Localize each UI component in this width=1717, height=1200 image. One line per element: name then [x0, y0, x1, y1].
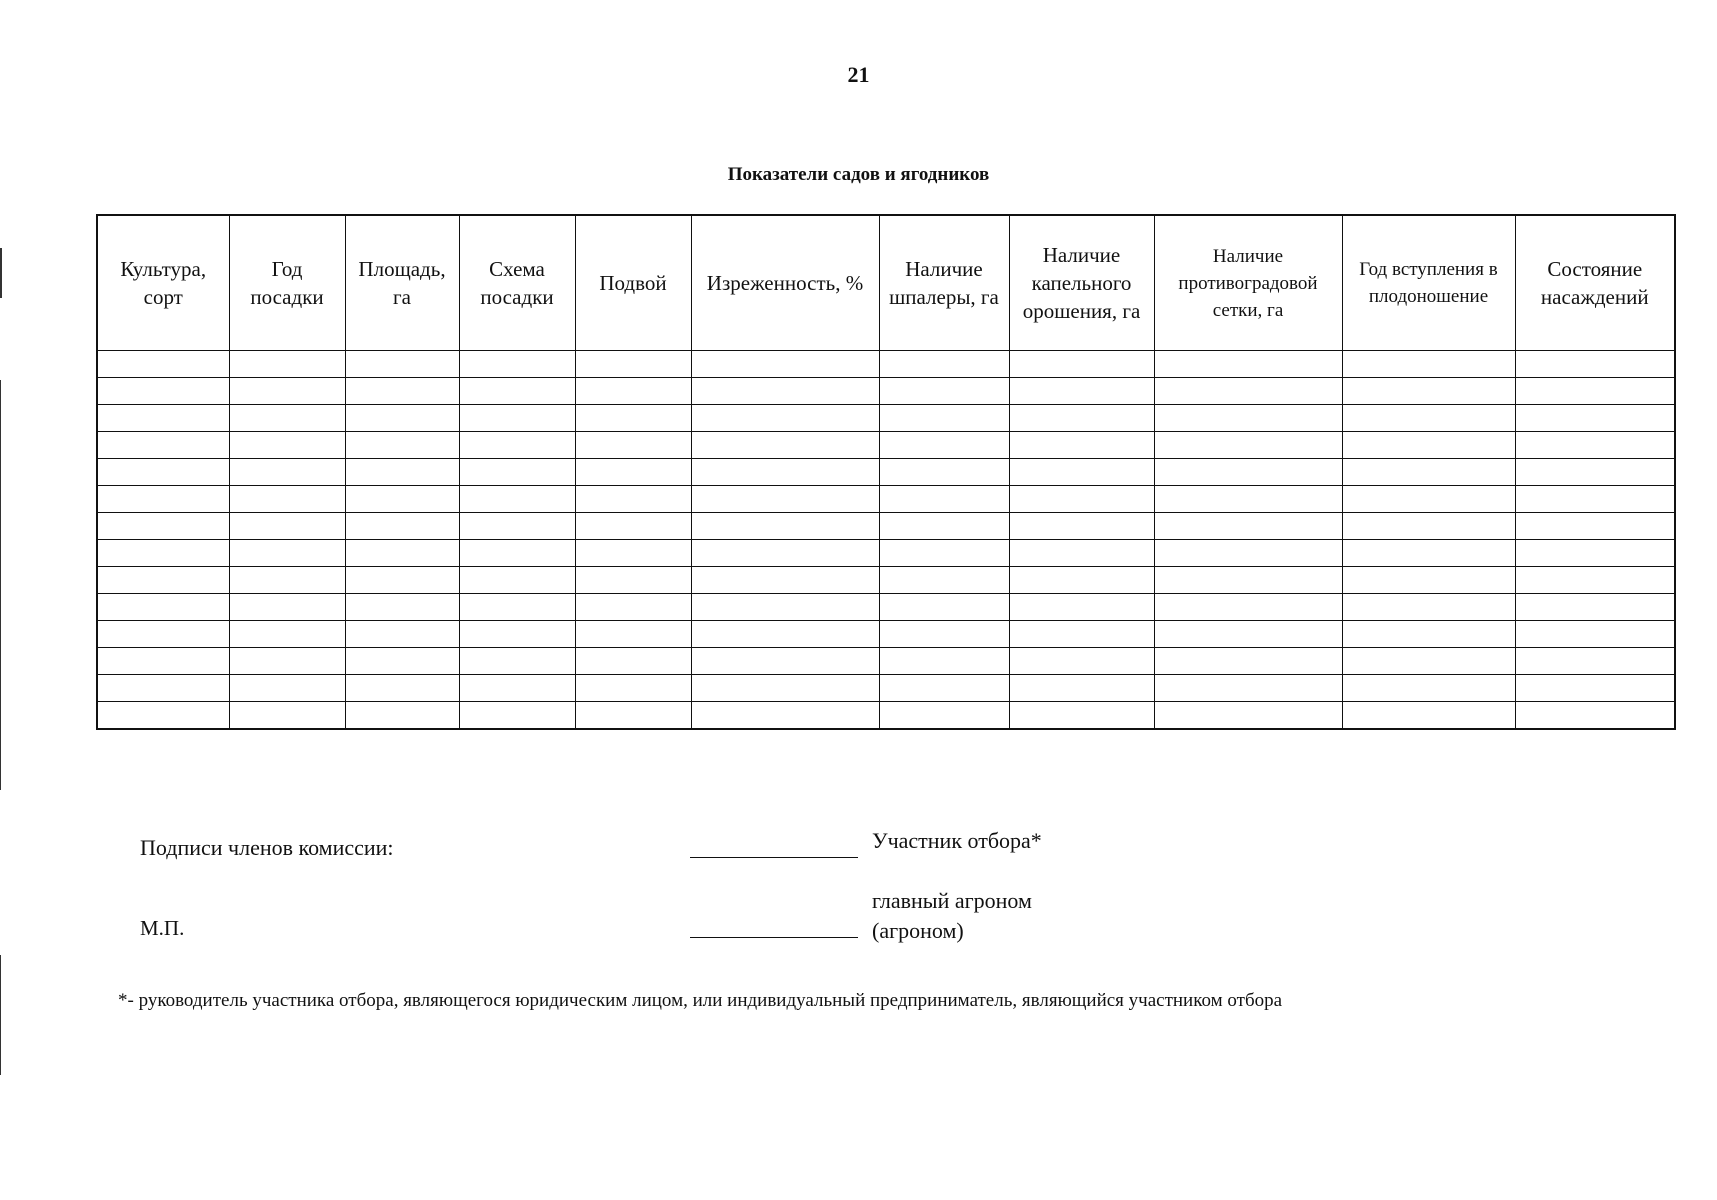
table-cell — [97, 351, 229, 378]
table-cell — [459, 513, 575, 540]
table-cell — [691, 540, 879, 567]
table-cell — [691, 459, 879, 486]
table-cell — [1154, 594, 1342, 621]
table-cell — [575, 351, 691, 378]
column-header: Наличие капельного орошения, га — [1009, 215, 1154, 351]
table-cell — [97, 567, 229, 594]
table-cell — [691, 513, 879, 540]
table-cell — [229, 486, 345, 513]
table-cell — [575, 486, 691, 513]
table-cell — [1342, 594, 1515, 621]
table-body — [97, 351, 1675, 730]
table-cell — [575, 459, 691, 486]
table-cell — [229, 540, 345, 567]
table-row — [97, 432, 1675, 459]
table-cell — [575, 594, 691, 621]
table-cell — [575, 702, 691, 730]
table-cell — [1009, 351, 1154, 378]
table-cell — [1342, 459, 1515, 486]
table-cell — [459, 459, 575, 486]
table-cell — [575, 621, 691, 648]
table-cell — [345, 702, 459, 730]
table-cell — [97, 675, 229, 702]
table-cell — [1515, 405, 1675, 432]
column-header: Площадь, га — [345, 215, 459, 351]
table-cell — [459, 405, 575, 432]
signature-line-participant — [690, 857, 858, 858]
table-cell — [1009, 459, 1154, 486]
table-cell — [459, 432, 575, 459]
table-cell — [229, 675, 345, 702]
table-cell — [691, 594, 879, 621]
table-cell — [459, 567, 575, 594]
table-cell — [879, 621, 1009, 648]
table-cell — [1342, 486, 1515, 513]
table-row — [97, 351, 1675, 378]
column-header: Год вступления в плодоношение — [1342, 215, 1515, 351]
table-cell — [459, 648, 575, 675]
table-cell — [879, 432, 1009, 459]
table-cell — [345, 594, 459, 621]
table-cell — [97, 702, 229, 730]
table-cell — [345, 486, 459, 513]
table-cell — [229, 702, 345, 730]
table-cell — [97, 378, 229, 405]
table-cell — [691, 486, 879, 513]
table-cell — [1154, 648, 1342, 675]
table-cell — [879, 594, 1009, 621]
table-cell — [1009, 567, 1154, 594]
table-cell — [97, 405, 229, 432]
table-row — [97, 621, 1675, 648]
table-cell — [97, 513, 229, 540]
table-cell — [879, 702, 1009, 730]
column-header: Наличие шпалеры, га — [879, 215, 1009, 351]
agronomist-role-line: (агроном) — [872, 918, 964, 943]
table-cell — [229, 351, 345, 378]
table-cell — [97, 486, 229, 513]
table-cell — [459, 594, 575, 621]
column-header: Год посадки — [229, 215, 345, 351]
table-cell — [879, 513, 1009, 540]
table-cell — [1009, 513, 1154, 540]
table-cell — [691, 621, 879, 648]
table-cell — [229, 621, 345, 648]
table-cell — [97, 621, 229, 648]
stamp-label: М.П. — [140, 916, 185, 940]
table-cell — [229, 432, 345, 459]
table-cell — [1009, 648, 1154, 675]
table-cell — [1515, 675, 1675, 702]
table-header-row — [97, 215, 1675, 351]
commission-signatures-label: Подписи членов комиссии: — [140, 835, 394, 860]
table-cell — [1009, 702, 1154, 730]
table-cell — [575, 432, 691, 459]
page-number: 21 — [847, 62, 870, 87]
table-cell — [1515, 378, 1675, 405]
table-cell — [1154, 621, 1342, 648]
table-cell — [575, 405, 691, 432]
table-cell — [1154, 486, 1342, 513]
table-row — [97, 486, 1675, 513]
table-cell — [1009, 540, 1154, 567]
scan-margin-mark — [0, 955, 1, 1075]
column-header: Подвой — [575, 215, 691, 351]
table-cell — [879, 567, 1009, 594]
table-cell — [1154, 567, 1342, 594]
table-cell — [879, 486, 1009, 513]
table-cell — [1154, 378, 1342, 405]
table-cell — [691, 378, 879, 405]
table-cell — [1515, 621, 1675, 648]
table-cell — [1515, 567, 1675, 594]
table-cell — [1515, 702, 1675, 730]
table-cell — [1154, 459, 1342, 486]
column-header: Культура, сорт — [97, 215, 229, 351]
table-cell — [575, 513, 691, 540]
table-cell — [691, 567, 879, 594]
table-cell — [345, 432, 459, 459]
participant-label: Участник отбора* — [872, 828, 1042, 853]
table-cell — [345, 648, 459, 675]
table-cell — [1515, 648, 1675, 675]
table-cell — [1342, 702, 1515, 730]
table-cell — [97, 648, 229, 675]
table-cell — [459, 702, 575, 730]
table-cell — [229, 405, 345, 432]
table-cell — [879, 459, 1009, 486]
table-cell — [1009, 432, 1154, 459]
table-cell — [229, 567, 345, 594]
scan-margin-mark — [0, 380, 1, 790]
table-cell — [229, 648, 345, 675]
table-cell — [345, 405, 459, 432]
table-cell — [97, 459, 229, 486]
table-cell — [345, 513, 459, 540]
table-cell — [97, 594, 229, 621]
table-cell — [229, 459, 345, 486]
table-title: Показатели садов и ягодников — [727, 164, 990, 185]
table-cell — [879, 648, 1009, 675]
table-cell — [575, 540, 691, 567]
table-cell — [575, 567, 691, 594]
table-cell — [1515, 351, 1675, 378]
table-cell — [1154, 513, 1342, 540]
table-cell — [1515, 459, 1675, 486]
table-cell — [1154, 675, 1342, 702]
table-cell — [879, 351, 1009, 378]
table-cell — [691, 648, 879, 675]
table-cell — [345, 675, 459, 702]
table-cell — [229, 513, 345, 540]
table-cell — [1342, 540, 1515, 567]
table-cell — [229, 594, 345, 621]
table-cell — [1342, 432, 1515, 459]
table-cell — [879, 405, 1009, 432]
table-cell — [1515, 540, 1675, 567]
table-cell — [575, 378, 691, 405]
table-cell — [229, 378, 345, 405]
table-cell — [691, 675, 879, 702]
scan-margin-mark — [0, 248, 2, 298]
table-cell — [459, 540, 575, 567]
indicators-table — [96, 214, 1676, 730]
column-header: Схема посадки — [459, 215, 575, 351]
table-cell — [1154, 540, 1342, 567]
table-cell — [1342, 351, 1515, 378]
table-cell — [1009, 405, 1154, 432]
table-cell — [459, 378, 575, 405]
table-cell — [691, 351, 879, 378]
table-row — [97, 540, 1675, 567]
table-cell — [1009, 378, 1154, 405]
table-cell — [575, 648, 691, 675]
table-cell — [1009, 675, 1154, 702]
column-header: Изреженность, % — [691, 215, 879, 351]
table-cell — [1154, 351, 1342, 378]
table-cell — [691, 702, 879, 730]
table-cell — [1009, 621, 1154, 648]
table-cell — [575, 675, 691, 702]
table-cell — [97, 432, 229, 459]
table-cell — [1515, 594, 1675, 621]
table-cell — [345, 459, 459, 486]
signature-line-agronomist — [690, 937, 858, 938]
table-cell — [1342, 675, 1515, 702]
table-cell — [691, 405, 879, 432]
table-row — [97, 648, 1675, 675]
table-row — [97, 378, 1675, 405]
table-cell — [1515, 486, 1675, 513]
table-cell — [345, 540, 459, 567]
table-cell — [459, 621, 575, 648]
table-cell — [345, 621, 459, 648]
table-row — [97, 459, 1675, 486]
table-cell — [691, 432, 879, 459]
column-header: Наличие противоградовой сетки, га — [1154, 215, 1342, 351]
table-cell — [1515, 432, 1675, 459]
table-row — [97, 594, 1675, 621]
agronomist-role — [872, 886, 1032, 946]
table-row — [97, 675, 1675, 702]
table-cell — [1342, 567, 1515, 594]
table-cell — [1009, 486, 1154, 513]
table-row — [97, 513, 1675, 540]
table-cell — [1342, 648, 1515, 675]
table-cell — [879, 540, 1009, 567]
table-cell — [1154, 702, 1342, 730]
table-cell — [345, 378, 459, 405]
table-row — [97, 567, 1675, 594]
table-cell — [1342, 405, 1515, 432]
table-cell — [1009, 594, 1154, 621]
table-cell — [1154, 432, 1342, 459]
footnote: *- руководитель участника отбора, являющегося юридическим лицом, или индивидуальный предприниматель, являющийся участником отбора — [118, 990, 1283, 1011]
table-cell — [345, 567, 459, 594]
table-cell — [1515, 513, 1675, 540]
table-cell — [459, 486, 575, 513]
table-cell — [97, 540, 229, 567]
table-cell — [459, 675, 575, 702]
table-cell — [1342, 513, 1515, 540]
table-cell — [459, 351, 575, 378]
column-header: Состояние насаждений — [1515, 215, 1675, 351]
table-cell — [1154, 405, 1342, 432]
table-row — [97, 702, 1675, 730]
table-cell — [879, 378, 1009, 405]
table-cell — [879, 675, 1009, 702]
table-cell — [1342, 378, 1515, 405]
table-cell — [1342, 621, 1515, 648]
table-cell — [345, 351, 459, 378]
table-row — [97, 405, 1675, 432]
agronomist-role-line: главный агроном — [872, 888, 1032, 913]
